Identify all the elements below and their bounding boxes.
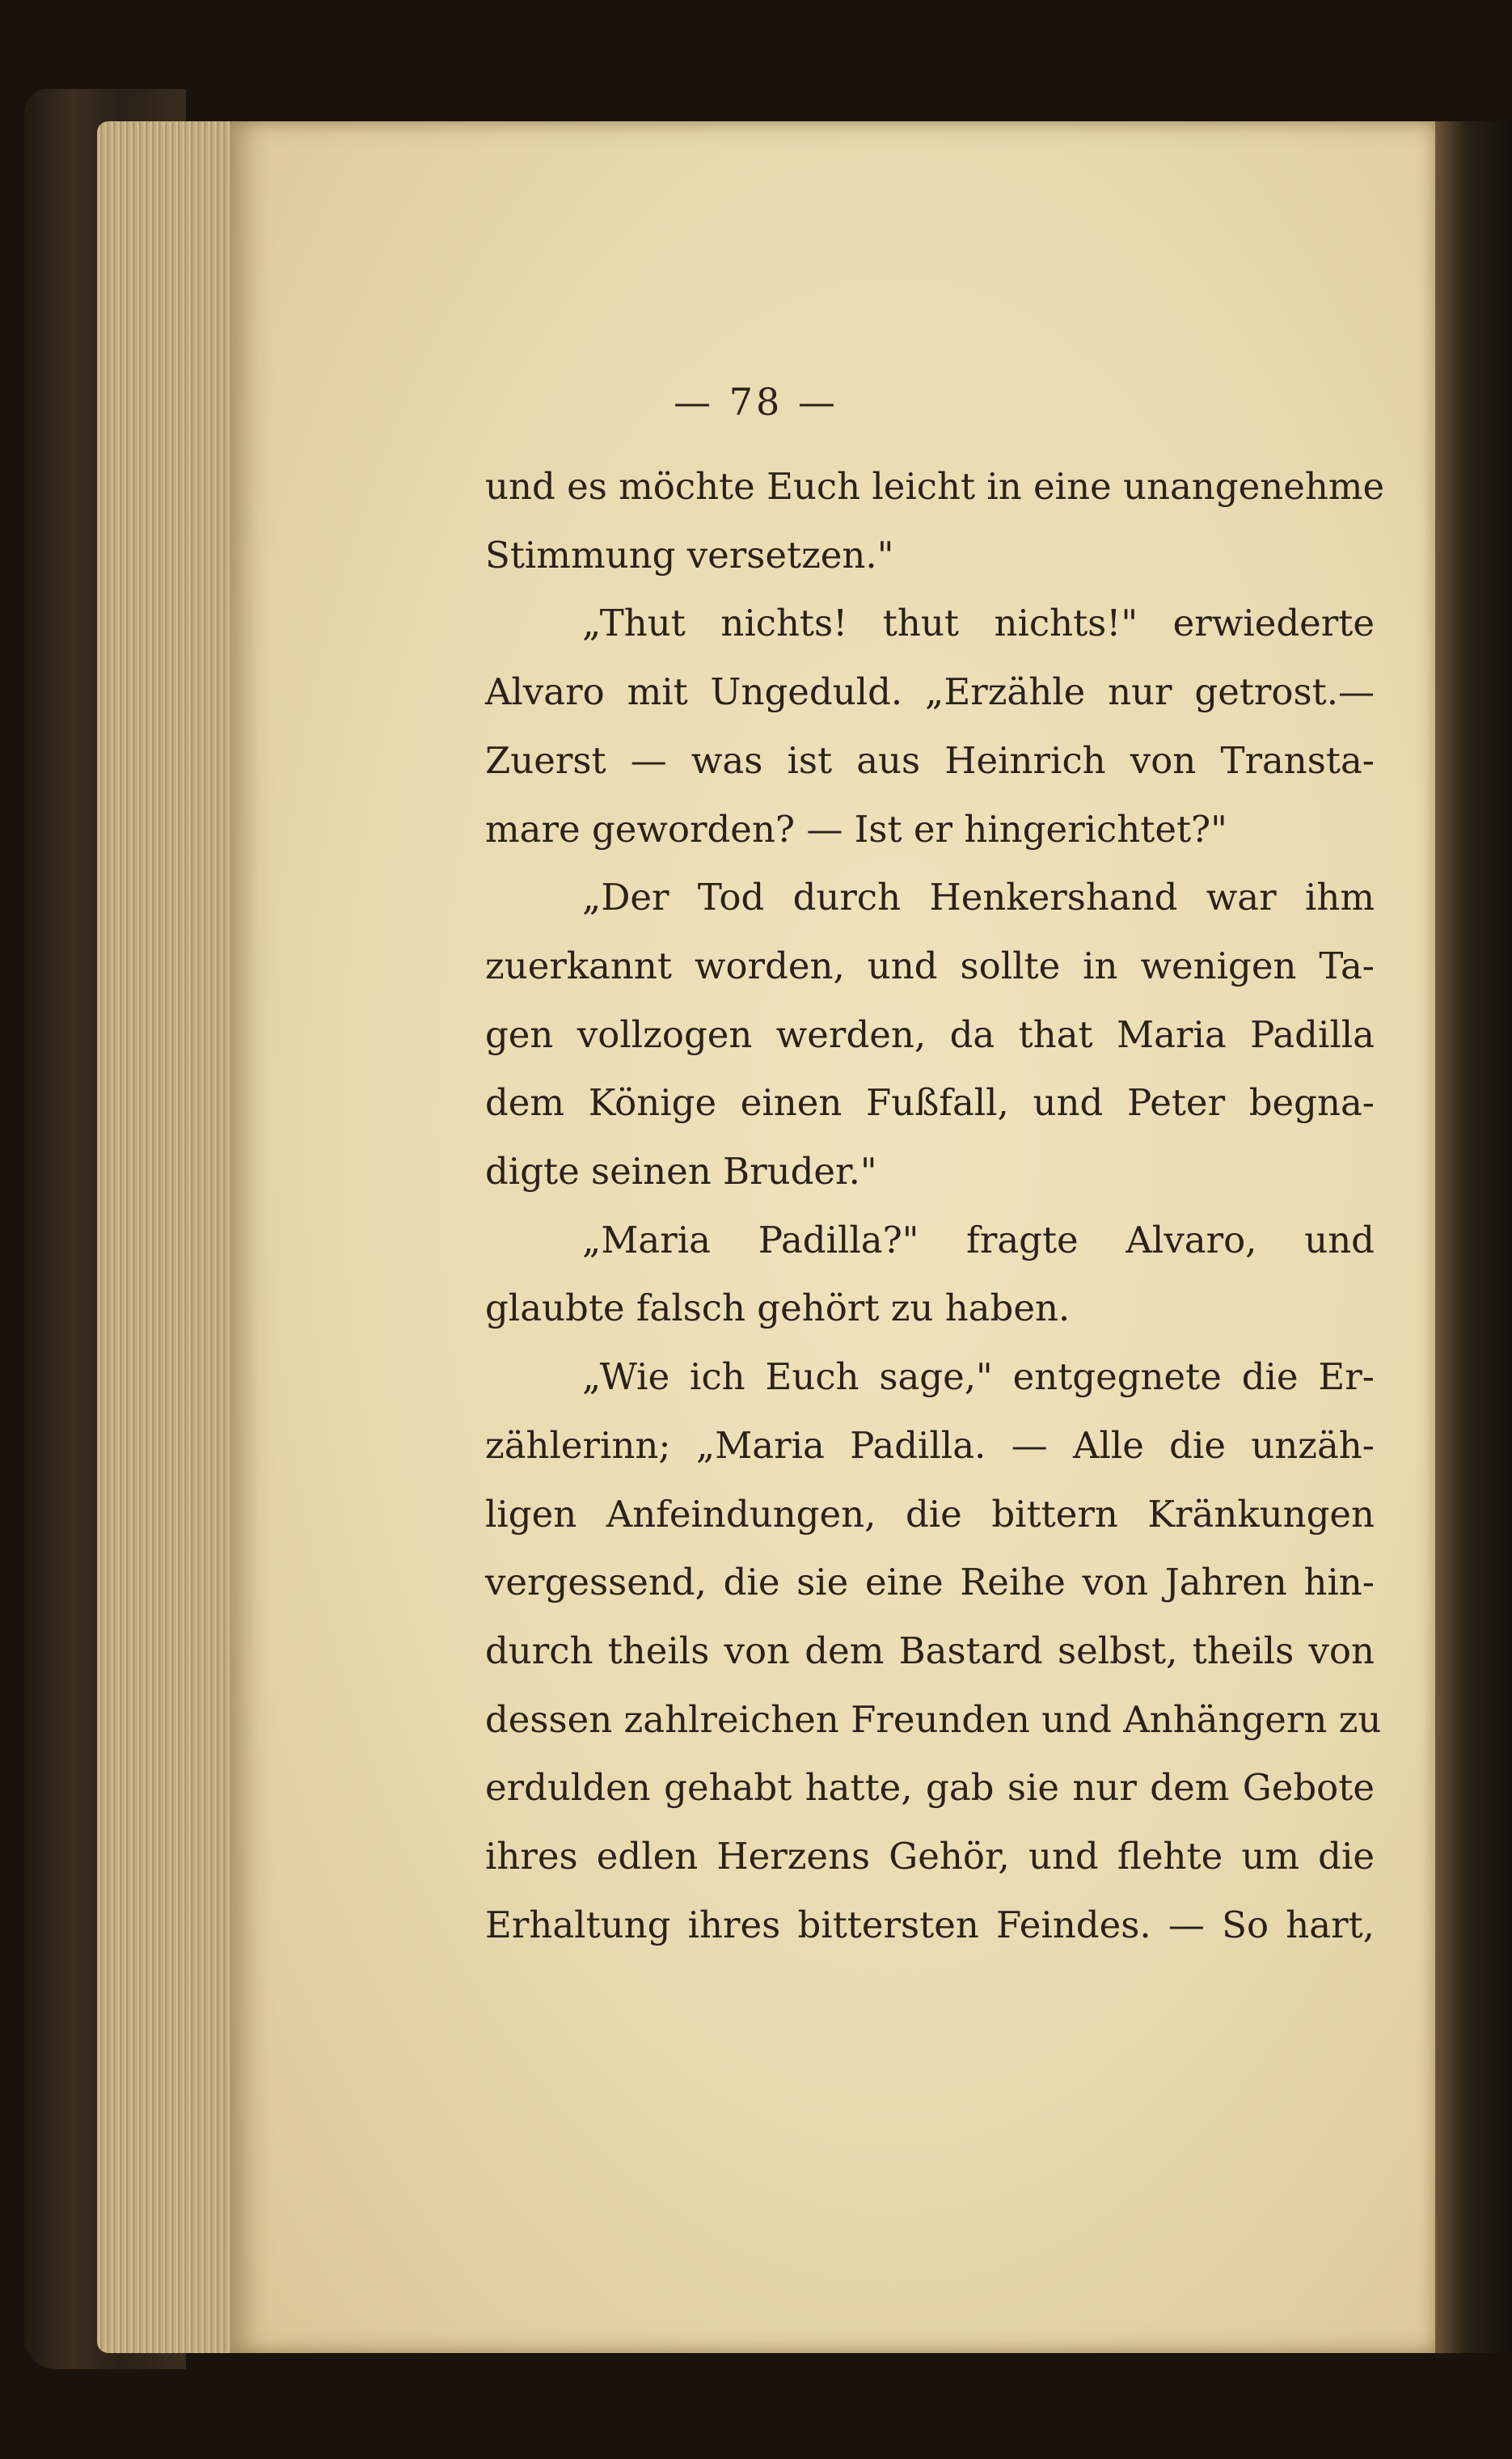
text-line: Stimmung versetzen."	[485, 533, 894, 577]
text-line: zählerinn; „Maria Padilla. — Alle die unzäh-	[485, 1423, 1375, 1467]
text-line: digte seinen Bruder."	[485, 1150, 877, 1194]
text-line: Zuerst — was ist aus Heinrich von Transta-	[485, 738, 1375, 782]
page-text	[485, 453, 1385, 1959]
text-line: und es möchte Euch leicht in eine unangenehme	[485, 465, 1385, 508]
page-number: — 78 —	[674, 380, 838, 424]
text-line: glaubte falsch gehört zu haben.	[485, 1287, 1071, 1330]
text-line: durch theils von dem Bastard selbst, theils von	[485, 1629, 1375, 1672]
text-line: mare geworden? — Ist er hingerichtet?"	[485, 807, 1227, 851]
text-line: zuerkannt worden, und sollte in wenigen Ta-	[485, 944, 1375, 987]
page-edges	[97, 121, 243, 2353]
text-line: „Thut nichts! thut nichts!" erwiederte	[582, 602, 1375, 645]
book-gutter	[1435, 121, 1512, 2353]
text-line: Erhaltung ihres bittersten Feindes. — So hart,	[485, 1903, 1375, 1946]
text-line: „Wie ich Euch sage," entgegnete die Er-	[582, 1355, 1375, 1399]
text-line: ihres edlen Herzens Gehör, und flehte um die	[485, 1835, 1375, 1878]
text-line: erdulden gehabt hatte, gab sie nur dem Gebote	[485, 1766, 1375, 1810]
text-line: Alvaro mit Ungeduld. „Erzähle nur getrost.—	[485, 670, 1375, 714]
text-line: dessen zahlreichen Freunden und Anhängern zu	[485, 1697, 1382, 1741]
text-line: „Der Tod durch Henkershand war ihm	[582, 876, 1375, 919]
text-line: „Maria Padilla?" fragte Alvaro, und	[582, 1218, 1375, 1261]
text-line: ligen Anfeindungen, die bittern Kränkungen	[485, 1492, 1375, 1536]
text-line: vergessend, die sie eine Reihe von Jahren hin-	[485, 1561, 1375, 1604]
text-line: dem Könige einen Fußfall, und Peter begna-	[485, 1081, 1375, 1125]
text-line: gen vollzogen werden, da that Maria Padilla	[485, 1012, 1375, 1056]
